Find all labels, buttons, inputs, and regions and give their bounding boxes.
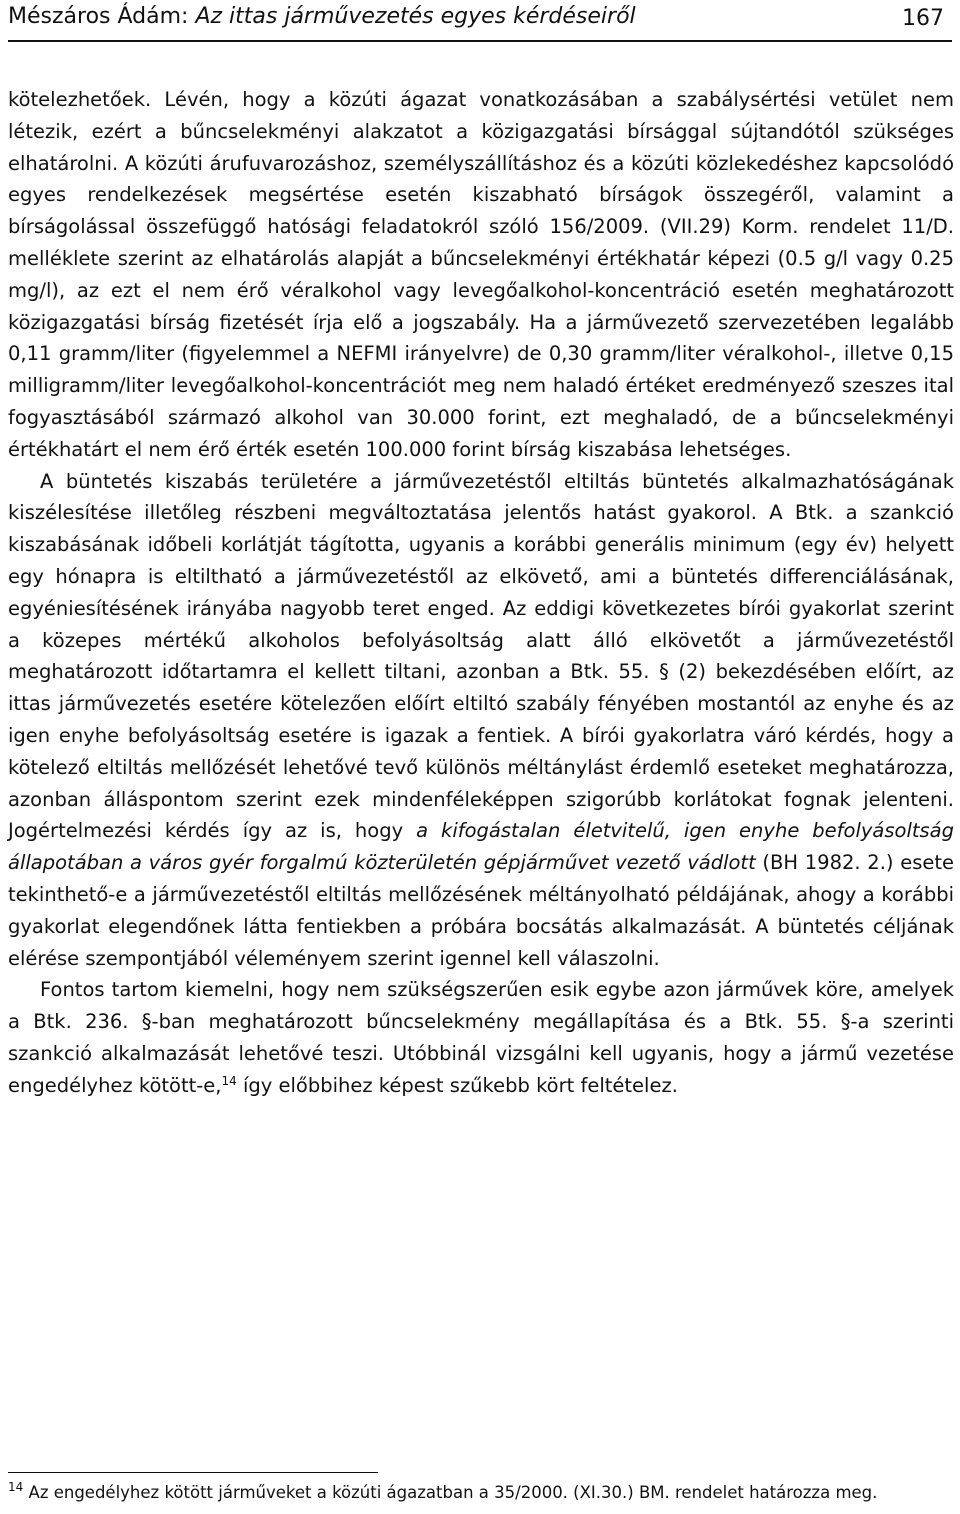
header-title: Az ittas járművezetés egyes kérdéseiről xyxy=(195,4,636,29)
footnote xyxy=(8,1482,954,1504)
header-author: Mészáros Ádám: xyxy=(8,4,189,29)
footnote-text: Az engedélyhez kötött járműveket a közúti ágazatban a 35/2000. (XI.30.) BM. rendelet határozza meg. xyxy=(28,1483,878,1502)
paragraph-2-text-a: A büntetés kiszabás területére a járművezetéstől eltiltás büntetés alkalmazhatóságának kiszélesítése illetőleg részbeni megváltoztatása jelentős hatást gyakorol. A Btk. a szankció kiszabásának időbeli korlátját tágította, ugyanis a korábbi generális minimum (egy év) helyett egy hónapra is eltiltható a járművezetéstől az elkövető, ami a büntetés differenciálásának, egyéniesítésének irányába nagyobb teret enged. Az eddigi következetes bírói gyakorlat szerint a közepes mértékű alkoholos befolyásoltság alatt álló elkövetőt a járművezetéstől meghatározott időtartamra el kellett tiltani, azonban a Btk. 55. § (2) bekezdésében előírt, az ittas járművezetés esetére kötelezően előírt eltiltó szabály fényében mostantól az enyhe és az igen enyhe befolyásoltság esetére is igazak a fentiek. A bírói gyakorlatra váró kérdés, hogy a kötelező eltiltás mellőzését lehetővé tevő különös méltánylást érdemlő eseteket meghatározza, azonban álláspontom szerint ezek mindenféleképpen szigorúbb korlátokat fognak jelenteni. Jogértelmezési kérdés így az is, hogy xyxy=(8,469,954,843)
paragraph-1 xyxy=(8,84,954,466)
paragraph-2 xyxy=(8,466,954,975)
page-number: 167 xyxy=(902,6,944,31)
running-header xyxy=(8,0,952,40)
body-text xyxy=(8,84,954,1102)
paragraph-3-text-a: Fontos tartom kiemelni, hogy nem szükségszerűen esik egybe azon járművek köre, amelyek a Btk. 236. §-ban meghatározott bűncselekmény megállapítása és a Btk. 55. §-a szerinti szankció alkalmazását lehetővé teszi. Utóbbinál vizsgálni kell ugyanis, hogy a jármű vezetése engedélyhez kötött-e, xyxy=(8,978,954,1097)
paragraph-2-text-b: (BH 1982. 2.) esete tekinthető-e a járművezetéstől eltiltás mellőzésének méltányolható példájának, ahogy a korábbi gyakorlat elegendőnek látta fentiekben a próbára bocsátás alkalmazását. A büntetés céljának elérése szempontjából véleményem szerint igennel kell válaszolni. xyxy=(8,851,954,970)
paragraph-1-text: kötelezhetőek. Lévén, hogy a közúti ágazat vonatkozásában a szabálysértési vetület nem létezik, ezért a bűncselekményi alakzatot a közigazgatási bírsággal sújtandótól szükséges elhatárolni. A közúti árufuvarozáshoz, személyszállításhoz és a közúti közlekedéshez kapcsolódó egyes rendelkezések megsértése esetén kiszabható bírságok összegéről, valamint a bírságolással összefüggő hatósági feladatokról szóló 156/2009. (VII.29) Korm. rendelet 11/D. melléklete szerint az elhatárolás alapját a bűncselekményi értékhatár képezi (0.5 g/l vagy 0.25 mg/l), az ezt el nem érő véralkohol vagy levegőalkohol-koncentráció esetén meghatározott közigazgatási bírság fizetését írja elő a jogszabály. Ha a járművezető szervezetében legalább 0,11 gramm/liter (figyelemmel a NEFMI irányelvre) de 0,30 gramm/liter véralkohol-, illetve 0,15 milligramm/liter levegőalkohol-koncentrációt meg nem haladó értéket eredményező szeszes ital fogyasztásából származó alkohol van 30.000 forint, ezt meghaladó, de a bűncselekményi értékhatárt el nem érő érték esetén 100.000 forint bírság kiszabása lehetséges. xyxy=(8,88,954,461)
header-rule xyxy=(8,40,952,42)
header-citation xyxy=(8,4,636,29)
paragraph-2-italic-quote: a kifogástalan életvitelű, igen enyhe befolyásoltság állapotában a város gyér forgalmú közterületén gépjárművet vezető vádlott xyxy=(8,819,955,875)
paragraph-3 xyxy=(8,974,954,1101)
footnote-reference[interactable]: 14 xyxy=(221,1073,237,1088)
footnote-separator xyxy=(8,1472,378,1473)
footnote-marker: 14 xyxy=(8,1480,24,1494)
paragraph-3-text-b: így előbbihez képest szűkebb kört feltételez. xyxy=(236,1073,678,1097)
